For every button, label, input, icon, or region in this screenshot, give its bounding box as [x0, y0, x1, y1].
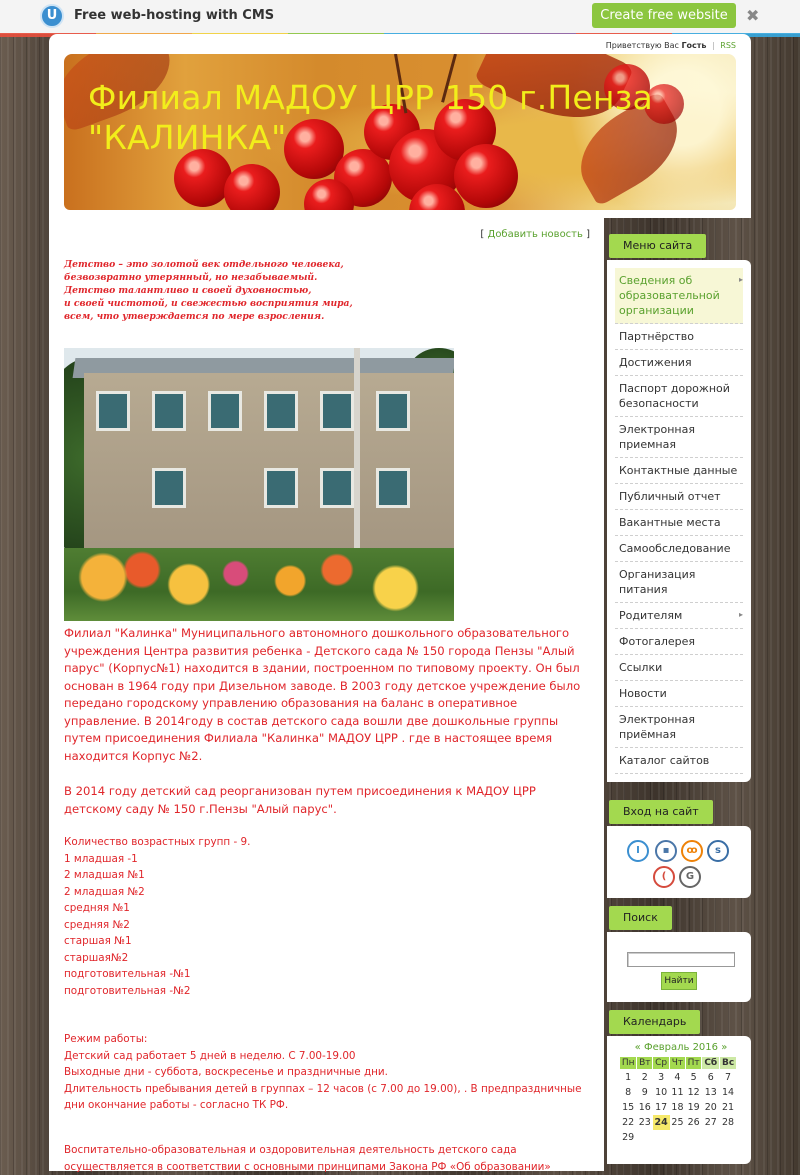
calendar-day-header: Пн [620, 1057, 637, 1070]
calendar-day: 21 [722, 1102, 735, 1113]
group-line: старшая №1 [64, 935, 132, 947]
window [376, 391, 410, 431]
group-line: средняя №1 [64, 902, 130, 914]
menu-item[interactable]: Организация питания [615, 562, 743, 603]
schedule-line: Режим работы: [64, 1033, 148, 1045]
calendar-day [685, 1130, 702, 1145]
calendar [607, 1036, 751, 1164]
bracket-open: [ [480, 229, 485, 240]
calendar-day [702, 1130, 720, 1145]
menu-item[interactable]: Электронная приемная [615, 417, 743, 458]
main-content [49, 218, 604, 1171]
group-line: 1 младшая -1 [64, 852, 138, 865]
user-greeting [606, 41, 736, 50]
window [264, 391, 298, 431]
calendar-day: 12 [687, 1087, 700, 1098]
search-block [607, 932, 751, 1002]
calendar-week [620, 1070, 737, 1086]
calendar-block-title: Календарь [609, 1010, 700, 1034]
calendar-month-nav [619, 1042, 743, 1053]
intro-paragraph: Филиал "Калинка" Муниципального автономного дошкольного образовательного учреждения Центра развития ребенка - Детского сада № 150 города Пензы "Алый парус" (Корпус№1) находится в здании, построенном по типовому проекту. Он был основан в 1964 году при Дизельном заводе. В 2003 году детское учреждение было передано городскому управлению образования на баланс в оперативное управление. В 2014году в состав детского сада вошли две дошкольные группы путем присоединения Филиала "Калинка" МАДОУ ЦРР . где в настоящее время находится Корпус №2. [64, 626, 581, 763]
odnoklassniki-icon[interactable]: ꝏ [681, 840, 703, 862]
menu-item[interactable] [615, 603, 743, 629]
calendar-day: 8 [625, 1087, 632, 1098]
site-title-line2: "КАЛИНКА" [88, 118, 287, 157]
education-paragraph: Воспитательно-образовательная и оздоровительная деятельность детского сада осуществляется в соответствии с основными принципами Закона РФ «Об образовании» [64, 1144, 551, 1173]
menu-item[interactable]: Новости [615, 681, 743, 707]
calendar-day [720, 1130, 737, 1145]
menu-item[interactable]: Контактные данные [615, 458, 743, 484]
schedule-text [64, 1031, 594, 1114]
search-input[interactable] [627, 952, 735, 967]
calendar-day: 10 [655, 1087, 668, 1098]
window [320, 468, 354, 508]
social-login [607, 826, 751, 898]
menu-item-label: Сведения об образовательной организации [619, 274, 720, 317]
reorg-paragraph: В 2014 году детский сад реорганизован путем присоединения к МАДОУ ЦРР детскому саду № 150 г.Пензы "Алый парус". [64, 784, 536, 816]
calendar-day-header: Чт [670, 1057, 686, 1070]
menu-item[interactable]: Достижения [615, 350, 743, 376]
sidebar [607, 234, 751, 1164]
page-wrapper [49, 34, 751, 1171]
calendar-week [620, 1100, 737, 1115]
header-banner [64, 54, 736, 210]
add-news-bar [480, 229, 590, 240]
window [152, 391, 186, 431]
calendar-day: 16 [638, 1102, 651, 1113]
calendar-day: 2 [641, 1072, 648, 1083]
spacer [607, 898, 751, 906]
calendar-day: 19 [687, 1102, 700, 1113]
submenu-arrow-icon: ▸ [738, 275, 743, 284]
calendar-today[interactable]: 24 [654, 1117, 668, 1128]
search-button[interactable]: Найти [661, 972, 697, 990]
site-title[interactable] [88, 78, 653, 158]
close-icon[interactable]: ✖ [746, 6, 760, 25]
calendar-day: 6 [707, 1072, 714, 1083]
calendar-day: 13 [704, 1087, 717, 1098]
calendar-next-link[interactable]: » [721, 1042, 728, 1053]
quote-line: Детство – это золотой век отдельного человека, [64, 259, 344, 270]
ucoz-promo-bar [0, 0, 800, 34]
calendar-day [653, 1130, 670, 1145]
window [96, 391, 130, 431]
window [376, 468, 410, 508]
menu-item[interactable]: Электронная приёмная [615, 707, 743, 748]
calendar-grid [619, 1056, 737, 1145]
group-line: средняя №2 [64, 918, 130, 931]
skype-icon[interactable]: s [707, 840, 729, 862]
calendar-day [637, 1130, 653, 1145]
calendar-day: 23 [638, 1117, 651, 1128]
reorg-text [64, 783, 594, 818]
menu-item[interactable]: Ссылки [615, 655, 743, 681]
divider: | [712, 41, 715, 50]
calendar-day: 26 [687, 1117, 700, 1128]
calendar-day: 11 [671, 1087, 684, 1098]
mailru-icon[interactable]: G [679, 866, 701, 888]
group-line: Количество возрастных групп - 9. [64, 836, 251, 848]
berry [224, 164, 280, 210]
calendar-day-header: Сб [702, 1057, 720, 1070]
calendar-day: 29 [622, 1132, 635, 1143]
window [208, 391, 242, 431]
calendar-prev-link[interactable]: « [634, 1042, 641, 1053]
calendar-day: 4 [674, 1072, 681, 1083]
ucoz-logo-icon[interactable]: U [40, 4, 64, 28]
group-line: 2 младшая №2 [64, 885, 145, 898]
calendar-day: 3 [658, 1072, 665, 1083]
menu-item-label: Родителям [619, 609, 683, 622]
rss-link[interactable]: RSS [720, 41, 736, 50]
quote-line: безвозвратно утерянный, но незабываемый. [64, 272, 318, 283]
calendar-day-header: Ср [653, 1057, 670, 1070]
menu-item[interactable] [615, 268, 743, 324]
menu-item[interactable]: Самообследование [615, 536, 743, 562]
menu-item[interactable]: Каталог сайтов [615, 748, 743, 774]
greeting-prefix: Приветствую Вас [605, 41, 679, 50]
submenu-arrow-icon: ▸ [738, 610, 743, 619]
calendar-day: 25 [671, 1117, 684, 1128]
google-icon[interactable]: ( [653, 866, 675, 888]
create-website-button[interactable]: Create free website [592, 3, 736, 28]
schedule-line: Выходные дни - суббота, воскресенье и праздничные дни. [64, 1066, 388, 1078]
calendar-day: 15 [622, 1102, 635, 1113]
calendar-day: 7 [725, 1072, 732, 1083]
quote-line: всем, что утверждается по мере взросления. [64, 311, 325, 322]
calendar-day: 17 [655, 1102, 668, 1113]
calendar-day: 28 [722, 1117, 735, 1128]
promo-brand-text[interactable]: Free web-hosting with CMS [74, 8, 275, 23]
calendar-day: 18 [671, 1102, 684, 1113]
calendar-day: 22 [622, 1117, 635, 1128]
flower-bed [64, 548, 454, 621]
calendar-week [620, 1130, 737, 1145]
spacer [607, 782, 751, 800]
window [264, 468, 298, 508]
education-text [64, 1142, 594, 1175]
schedule-line: Длительность пребывания детей в группах – 12 часов (с 7.00 до 19.00), . В предпраздничные дни окончание работы - согласно ТК РФ. [64, 1082, 582, 1111]
menu-block-title: Меню сайта [609, 234, 706, 258]
site-title-line1: Филиал МАДОУ ЦРР 150 г.Пенза [88, 78, 653, 117]
calendar-day-header: Вт [637, 1057, 653, 1070]
spacer [607, 1002, 751, 1010]
calendar-day: 9 [641, 1087, 648, 1098]
menu-item[interactable]: Вакантные места [615, 510, 743, 536]
greeting-user: Гость [681, 41, 707, 50]
calendar-header-row [620, 1057, 737, 1070]
login-block-title: Вход на сайт [609, 800, 713, 824]
ucoz-icon[interactable]: I [627, 840, 649, 862]
calendar-day: 1 [625, 1072, 632, 1083]
menu-item[interactable]: Паспорт дорожной безопасности [615, 376, 743, 417]
calendar-day-header: Вс [720, 1057, 737, 1070]
schedule-line: Детский сад работает 5 дней в неделю. С 7.00-19.00 [64, 1049, 356, 1062]
calendar-month[interactable]: Февраль 2016 [643, 1042, 719, 1053]
window [152, 468, 186, 508]
vk-icon[interactable]: ▪ [655, 840, 677, 862]
calendar-day: 20 [704, 1102, 717, 1113]
group-line: подготовительная -№2 [64, 984, 191, 997]
search-block-title: Поиск [609, 906, 672, 930]
building [84, 373, 454, 563]
site-header [49, 34, 751, 218]
calendar-day: 27 [704, 1117, 717, 1128]
menu-item[interactable]: Публичный отчет [615, 484, 743, 510]
menu-item[interactable]: Партнёрство [615, 324, 743, 350]
group-line: старшая№2 [64, 951, 129, 964]
pole [354, 348, 360, 568]
calendar-day: 5 [690, 1072, 697, 1083]
calendar-week [620, 1085, 737, 1100]
childhood-quote [64, 258, 364, 323]
intro-text [64, 625, 594, 765]
quote-line: Детство талантливо и своей духовностью, [64, 285, 312, 296]
calendar-day: 14 [722, 1087, 735, 1098]
add-news-link[interactable]: Добавить новость [487, 229, 583, 240]
kindergarten-building-photo [64, 348, 454, 621]
group-line: подготовительная -№1 [64, 968, 191, 980]
group-line: 2 младшая №1 [64, 869, 145, 881]
quote-line: и своей чистотой, и свежестью восприятия мира, [64, 298, 353, 309]
calendar-week [620, 1115, 737, 1130]
calendar-day-header: Пт [685, 1057, 702, 1070]
window [320, 391, 354, 431]
groups-list [64, 834, 594, 999]
menu-item[interactable]: Фотогалерея [615, 629, 743, 655]
bracket-close: ] [586, 229, 590, 240]
calendar-day [670, 1130, 686, 1145]
site-menu [607, 260, 751, 782]
